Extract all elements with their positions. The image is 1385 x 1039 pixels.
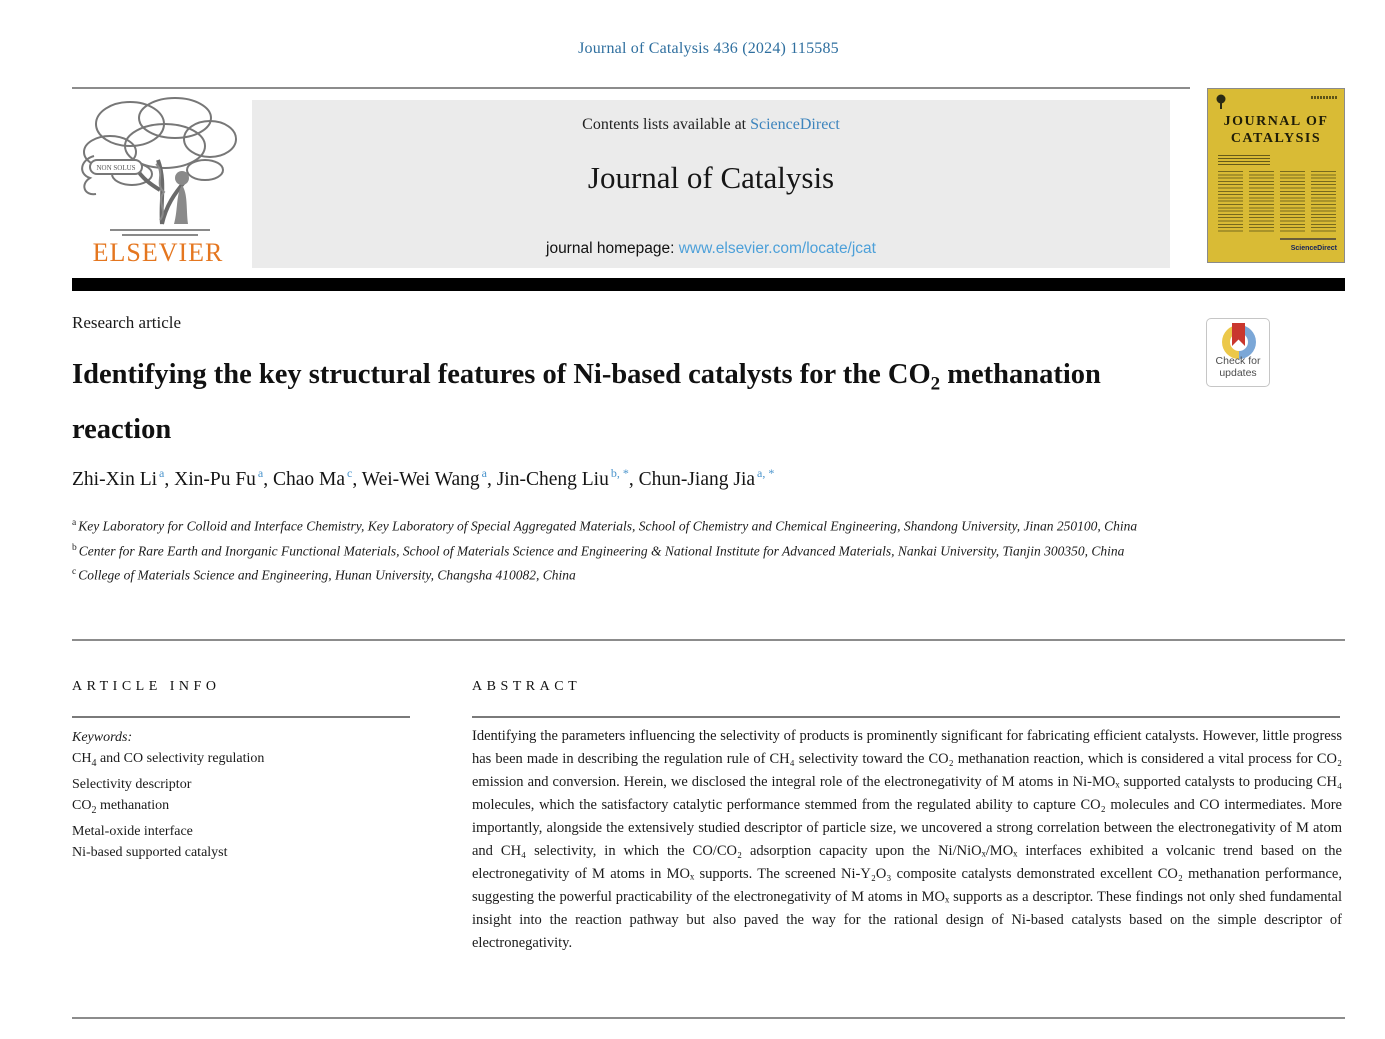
keywords-label: Keywords:: [72, 730, 133, 745]
keyword-line: $CO_2$ methanation: [72, 797, 170, 816]
article-type-label: Research article: [72, 313, 182, 332]
check-updates-label: Check for updates: [1215, 355, 1261, 379]
article-title-text2: methanation reaction: [72, 359, 1101, 445]
cover-text-columns: [1218, 171, 1336, 233]
cover-foot-rule: [1280, 238, 1336, 240]
author: Chun-Jiang Jia $^{a, *}$: [638, 466, 775, 490]
check-updates-badge[interactable]: [1206, 318, 1270, 387]
sciencedirect-link[interactable]: ScienceDirect: [750, 116, 840, 133]
article-info-heading: ARTICLE INFO: [72, 679, 221, 694]
article-info-rule: [72, 716, 410, 718]
journal-citation-link[interactable]: Journal of Catalysis 436 (2024) 115585: [578, 40, 839, 57]
homepage-label: journal homepage:: [546, 240, 679, 257]
contents-line: [252, 116, 1170, 134]
author: Jin-Cheng Liu $^{b, *}$,: [496, 466, 639, 490]
non-solus-banner: NON SOLUS: [96, 164, 136, 172]
affiliation: $^a$ Key Laboratory for Colloid and Interface Chemistry, Key Laboratory of Special Aggregated Materials, School of Chemistry and Chemical Engineering, Shandong University, Jinan 250100, China: [72, 518, 1138, 534]
affiliations: [72, 513, 1212, 587]
cover-sciencedirect-label: ScienceDirect: [1290, 245, 1337, 252]
cover-title: [1208, 113, 1344, 147]
cover-title-line1: JOURNAL OF: [1223, 114, 1329, 129]
abstract-rule: [472, 716, 1340, 718]
article-title-text: Identifying the key structural features of Ni-based catalysts for the CO: [72, 359, 931, 390]
keyword-line: Metal-oxide interface: [72, 823, 193, 839]
author: Wei-Wei Wang $^a$,: [361, 466, 497, 490]
journal-header-banner: [252, 100, 1170, 268]
affiliation: $^c$ College of Materials Science and Engineering, Hunan University, Changsha 410082, China: [72, 567, 576, 583]
elsevier-logo[interactable]: [70, 94, 246, 268]
keywords-block: [72, 727, 432, 863]
homepage-link[interactable]: www.elsevier.com/locate/jcat: [678, 240, 876, 257]
footer-divider: [72, 1017, 1345, 1019]
elsevier-tree-icon: [70, 94, 246, 240]
cover-issn-bar: [1311, 96, 1337, 99]
journal-cover-thumbnail[interactable]: [1207, 88, 1345, 263]
affiliation: $^b$ Center for Rare Earth and Inorganic Functional Materials, School of Materials Science and Engineering & National Institute for Advanced Materials, Nankai University, Tianjin 300350, China: [72, 542, 1125, 558]
journal-title: Journal of Catalysis: [587, 160, 835, 195]
article-title-subscript: 2: [930, 373, 941, 395]
abstract-heading: ABSTRACT: [472, 679, 582, 694]
author: Xin-Pu Fu $^a$,: [174, 466, 273, 490]
homepage-line: [252, 240, 1170, 258]
cover-title-line2: CATALYSIS: [1230, 131, 1322, 146]
header-separator-bar: [72, 278, 1345, 291]
article-title: [72, 352, 1172, 452]
section-divider: [72, 639, 1345, 641]
top-divider: [72, 87, 1190, 89]
author: Chao Ma $^c$,: [273, 466, 362, 490]
author: Zhi-Xin Li $^a$,: [72, 466, 175, 490]
cover-elsevier-mark-icon: [1215, 94, 1227, 110]
elsevier-wordmark: ELSEVIER: [92, 238, 224, 267]
abstract-text: Identifying the parameters influencing the selectivity of products is prominently significant for fabricating efficient catalysts. However, little progress has been made in describing the regulation rule of CH₄ selectivity toward the CO₂ methanation reaction, which is considered a vital process for CO₂ emission and conversion. Herein, we disclosed the integral role of the electronegativity of M atoms in Ni-MOₓ supported catalysts to producing CH₄ molecules, which the satisfactory catalytic performance stemmed from the regulated ability to capture CO₂ molecules and CO intermediates. More importantly, alongside the extensively studied descriptor of particle size, we uncovered a strong correlation between the electronegativity of M atom and CH₄ selectivity, in which the CO/CO₂ adsorption capacity upon the Ni/NiOₓ/MOₓ interfaces exhibited a volcanic trend based on the electronegativity of M atoms in MOₓ supports. The screened Ni-Y₂O₃ composite catalysts demonstrated excellent CO₂ methanation performance, suggesting the powerful practicability of the electronegativity of M atoms in MOₓ supports as a descriptor. These findings not only shed fundamental insight into the reaction pathway but also paved the way for the rational design of Ni-based catalysts based on the simple descriptor of electronegativity.: [472, 728, 1342, 951]
contents-line-text: Contents lists available at: [582, 116, 751, 133]
keyword-line: $CH_4$ and CO selectivity regulation: [72, 751, 265, 769]
cover-editors-bar: [1218, 155, 1270, 165]
keyword-line: Selectivity descriptor: [72, 776, 192, 792]
keyword-line: Ni-based supported catalyst: [72, 844, 228, 860]
authors-line: [72, 466, 1252, 491]
